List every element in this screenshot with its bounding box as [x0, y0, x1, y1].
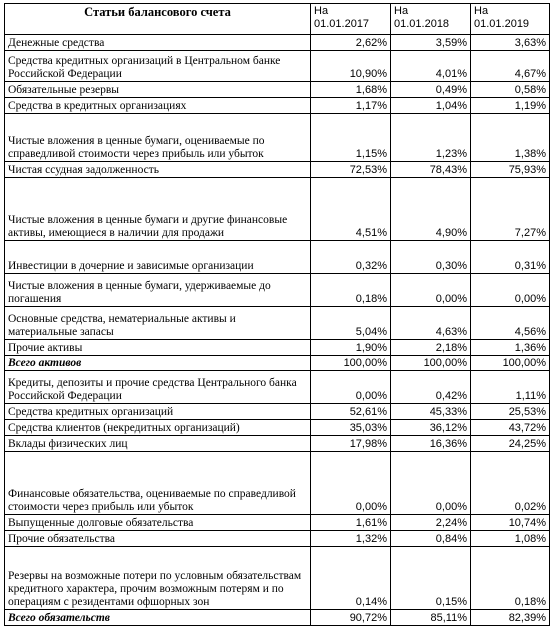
row-value-cell: 4,90%	[391, 178, 471, 241]
row-label-cell: Вклады физических лиц	[5, 436, 311, 452]
header-date-value: 01.01.2019	[474, 18, 530, 30]
row-value-cell: 10,90%	[311, 51, 391, 82]
table-row	[5, 404, 550, 420]
row-value-cell: 24,25%	[471, 436, 550, 452]
table-body	[5, 35, 550, 626]
table-row	[5, 35, 550, 51]
row-label-cell: Основные средства, нематериальные активы и материальные запасы	[5, 307, 311, 340]
row-value-cell: 3,63%	[471, 35, 550, 51]
row-value-cell: 1,61%	[311, 515, 391, 531]
row-value-cell: 17,98%	[311, 436, 391, 452]
table-total-row	[5, 610, 550, 626]
row-value-cell: 1,36%	[471, 340, 550, 356]
header-date-value: 01.01.2017	[314, 18, 370, 30]
row-value-cell: 35,03%	[311, 420, 391, 436]
row-value-cell: 45,33%	[391, 404, 471, 420]
row-label-cell: Прочие активы	[5, 340, 311, 356]
table-row	[5, 515, 550, 531]
header-date-prefix: На	[394, 5, 409, 17]
row-label-cell: Средства кредитных организаций	[5, 404, 311, 420]
row-value-cell: 1,17%	[311, 98, 391, 114]
row-value-cell: 7,27%	[471, 178, 550, 241]
row-value-cell: 3,59%	[391, 35, 471, 51]
row-value-cell: 0,30%	[391, 241, 471, 274]
row-value-cell: 2,24%	[391, 515, 471, 531]
row-value-cell: 1,04%	[391, 98, 471, 114]
table-row	[5, 178, 550, 241]
header-label-cell: Статьи балансового счета	[5, 4, 311, 35]
row-label-cell: Кредиты, депозиты и прочие средства Центрального банка Российской Федерации	[5, 371, 311, 404]
row-value-cell: 1,68%	[311, 82, 391, 98]
row-value-cell: 0,58%	[471, 82, 550, 98]
row-value-cell: 2,18%	[391, 340, 471, 356]
header-date-cell	[391, 4, 471, 35]
row-value-cell: 72,53%	[311, 162, 391, 178]
row-label-cell: Денежные средства	[5, 35, 311, 51]
table-total-row	[5, 356, 550, 371]
row-value-cell: 0,18%	[471, 547, 550, 610]
row-value-cell: 43,72%	[471, 420, 550, 436]
header-date-cell	[471, 4, 550, 35]
row-value-cell: 0,42%	[391, 371, 471, 404]
row-value-cell: 0,84%	[391, 531, 471, 547]
row-value-cell: 4,63%	[391, 307, 471, 340]
row-value-cell: 4,56%	[471, 307, 550, 340]
row-value-cell: 100,00%	[471, 356, 550, 371]
row-value-cell: 0,32%	[311, 241, 391, 274]
table-row	[5, 420, 550, 436]
row-value-cell: 0,15%	[391, 547, 471, 610]
row-value-cell: 0,18%	[311, 274, 391, 307]
row-value-cell: 1,19%	[471, 98, 550, 114]
row-label-cell: Обязательные резервы	[5, 82, 311, 98]
table-header-row	[5, 4, 550, 35]
table-row	[5, 51, 550, 82]
table-row	[5, 114, 550, 162]
row-value-cell: 1,15%	[311, 114, 391, 162]
table-row	[5, 531, 550, 547]
row-value-cell: 5,04%	[311, 307, 391, 340]
row-value-cell: 1,11%	[471, 371, 550, 404]
row-value-cell: 100,00%	[311, 356, 391, 371]
table-row	[5, 274, 550, 307]
row-value-cell: 4,67%	[471, 51, 550, 82]
row-label-cell: Выпущенные долговые обязательства	[5, 515, 311, 531]
row-value-cell: 0,14%	[311, 547, 391, 610]
row-value-cell: 10,74%	[471, 515, 550, 531]
row-value-cell: 85,11%	[391, 610, 471, 626]
row-label-cell: Всего обязательств	[5, 610, 311, 626]
row-label-cell: Чистые вложения в ценные бумаги, оцениваемые по справедливой стоимости через прибыль или убыток	[5, 114, 311, 162]
row-value-cell: 82,39%	[471, 610, 550, 626]
row-label-cell: Чистые вложения в ценные бумаги, удерживаемые до погашения	[5, 274, 311, 307]
table-row	[5, 436, 550, 452]
row-label-cell: Средства кредитных организаций в Центральном банке Российской Федерации	[5, 51, 311, 82]
table-row	[5, 241, 550, 274]
row-value-cell: 1,90%	[311, 340, 391, 356]
table-row	[5, 371, 550, 404]
header-date-value: 01.01.2018	[394, 18, 450, 30]
row-value-cell: 0,00%	[471, 274, 550, 307]
row-value-cell: 25,53%	[471, 404, 550, 420]
row-label-cell: Чистая ссудная задолженность	[5, 162, 311, 178]
row-value-cell: 0,02%	[471, 452, 550, 515]
row-value-cell: 2,62%	[311, 35, 391, 51]
table-row	[5, 452, 550, 515]
table-row	[5, 307, 550, 340]
table-row	[5, 98, 550, 114]
row-value-cell: 16,36%	[391, 436, 471, 452]
row-label-cell: Всего активов	[5, 356, 311, 371]
row-value-cell: 1,32%	[311, 531, 391, 547]
row-label-cell: Средства клиентов (некредитных организаций)	[5, 420, 311, 436]
table-row	[5, 340, 550, 356]
row-value-cell: 4,01%	[391, 51, 471, 82]
row-value-cell: 1,08%	[471, 531, 550, 547]
row-value-cell: 4,51%	[311, 178, 391, 241]
row-value-cell: 0,31%	[471, 241, 550, 274]
table-row	[5, 82, 550, 98]
header-date-cell	[311, 4, 391, 35]
table-row	[5, 162, 550, 178]
row-value-cell: 78,43%	[391, 162, 471, 178]
row-label-cell: Инвестиции в дочерние и зависимые организации	[5, 241, 311, 274]
row-value-cell: 100,00%	[391, 356, 471, 371]
table-row	[5, 547, 550, 610]
header-date-prefix: На	[314, 5, 329, 17]
row-value-cell: 36,12%	[391, 420, 471, 436]
row-value-cell: 75,93%	[471, 162, 550, 178]
row-value-cell: 0,00%	[391, 452, 471, 515]
row-value-cell: 0,49%	[391, 82, 471, 98]
row-value-cell: 1,23%	[391, 114, 471, 162]
row-value-cell: 52,61%	[311, 404, 391, 420]
row-label-cell: Средства в кредитных организациях	[5, 98, 311, 114]
header-date-prefix: На	[474, 5, 489, 17]
row-label-cell: Прочие обязательства	[5, 531, 311, 547]
row-label-cell: Резервы на возможные потери по условным обязательствам кредитного характера, прочим возможным потерям и по операциям с резидентами офшорных зон	[5, 547, 311, 610]
row-value-cell: 1,38%	[471, 114, 550, 162]
row-value-cell: 90,72%	[311, 610, 391, 626]
row-label-cell: Чистые вложения в ценные бумаги и другие финансовые активы, имеющиеся в наличии для продажи	[5, 178, 311, 241]
row-label-cell: Финансовые обязательства, оцениваемые по справедливой стоимости через прибыль или убыток	[5, 452, 311, 515]
balance-structure-table	[4, 3, 550, 626]
row-value-cell: 0,00%	[311, 371, 391, 404]
row-value-cell: 0,00%	[311, 452, 391, 515]
row-value-cell: 0,00%	[391, 274, 471, 307]
